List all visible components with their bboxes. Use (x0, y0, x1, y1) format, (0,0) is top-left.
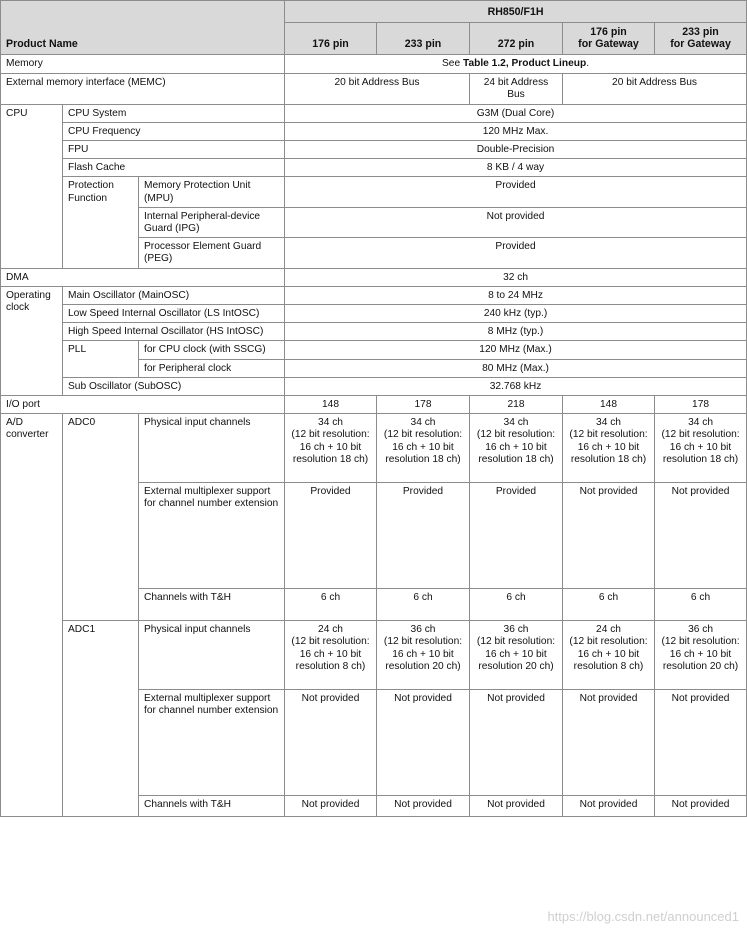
adc1-mux-label: External multiplexer support for channel number extension (139, 690, 285, 796)
row-label-clock: Operating clock (1, 286, 63, 395)
table-row (1, 414, 747, 483)
cpu-frequency-value: 120 MHz Max. (285, 122, 747, 140)
adc0-mux-value: Provided (285, 483, 377, 589)
protection-function-label: Protection Function (63, 177, 139, 268)
cpu-system-label: CPU System (63, 104, 285, 122)
table-row (1, 104, 747, 122)
table-row (1, 73, 747, 104)
pll-label: PLL (63, 341, 139, 377)
product-name-header: Product Name (1, 1, 285, 55)
table-row (1, 305, 747, 323)
table-row (1, 621, 747, 690)
adc0-phys-value: 34 ch (12 bit resolution: 16 ch + 10 bit resolution 18 ch) (285, 414, 377, 483)
table-row (1, 323, 747, 341)
pll-periph-value: 80 MHz (Max.) (285, 359, 747, 377)
adc1-th-value: Not provided (377, 796, 470, 817)
watermark: https://blog.csdn.net/announced1 (547, 909, 739, 924)
memc-value: 20 bit Address Bus (285, 73, 470, 104)
pll-periph-label: for Peripheral clock (139, 359, 285, 377)
pin-header: 176 pin for Gateway (563, 23, 655, 55)
table-row (1, 159, 747, 177)
fpu-label: FPU (63, 141, 285, 159)
table-reference-link: Table 1.2, Product Lineup (462, 58, 587, 70)
adc0-phys-value: 34 ch (12 bit resolution: 16 ch + 10 bit resolution 18 ch) (470, 414, 563, 483)
adc1-th-value: Not provided (285, 796, 377, 817)
table-row (1, 377, 747, 395)
row-label-memory: Memory (1, 55, 285, 73)
pin-header: 233 pin (377, 23, 470, 55)
peg-label: Processor Element Guard (PEG) (139, 238, 285, 268)
table-row (1, 122, 747, 140)
table-row (1, 286, 747, 304)
row-label-memc: External memory interface (MEMC) (1, 73, 285, 104)
mpu-label: Memory Protection Unit (MPU) (139, 177, 285, 207)
adc0-th-value: 6 ch (377, 589, 470, 621)
adc0-mux-value: Provided (377, 483, 470, 589)
pll-cpu-label: for CPU clock (with SSCG) (139, 341, 285, 359)
row-label-adc: A/D converter (1, 414, 63, 817)
adc0-phys-value: 34 ch (12 bit resolution: 16 ch + 10 bit resolution 18 ch) (655, 414, 747, 483)
adc1-mux-value: Not provided (470, 690, 563, 796)
ls-intosc-label: Low Speed Internal Oscillator (LS IntOSC) (63, 305, 285, 323)
adc1-phys-value: 24 ch (12 bit resolution: 16 ch + 10 bit resolution 8 ch) (285, 621, 377, 690)
sub-osc-value: 32.768 kHz (285, 377, 747, 395)
memory-value: See Table 1.2, Product Lineup. (285, 55, 747, 73)
memc-value: 20 bit Address Bus (563, 73, 747, 104)
table-row (1, 141, 747, 159)
sub-osc-label: Sub Oscillator (SubOSC) (63, 377, 285, 395)
row-label-io: I/O port (1, 396, 285, 414)
cpu-frequency-label: CPU Frequency (63, 122, 285, 140)
hs-intosc-value: 8 MHz (typ.) (285, 323, 747, 341)
adc1-phys-value: 36 ch (12 bit resolution: 16 ch + 10 bit resolution 20 ch) (470, 621, 563, 690)
adc0-mux-value: Not provided (563, 483, 655, 589)
adc0-th-value: 6 ch (655, 589, 747, 621)
row-label-cpu: CPU (1, 104, 63, 268)
table-row (1, 55, 747, 73)
ipg-value: Not provided (285, 207, 747, 237)
pll-cpu-value: 120 MHz (Max.) (285, 341, 747, 359)
io-value: 218 (470, 396, 563, 414)
row-label-dma: DMA (1, 268, 285, 286)
mpu-value: Provided (285, 177, 747, 207)
table-row (1, 396, 747, 414)
adc0-phys-value: 34 ch (12 bit resolution: 16 ch + 10 bit resolution 18 ch) (377, 414, 470, 483)
ls-intosc-value: 240 kHz (typ.) (285, 305, 747, 323)
adc1-mux-value: Not provided (377, 690, 470, 796)
adc0-th-value: 6 ch (470, 589, 563, 621)
adc0-mux-value: Not provided (655, 483, 747, 589)
group-header: RH850/F1H (285, 1, 747, 23)
dma-value: 32 ch (285, 268, 747, 286)
adc1-th-value: Not provided (563, 796, 655, 817)
io-value: 148 (285, 396, 377, 414)
pin-header: 176 pin (285, 23, 377, 55)
adc0-th-label: Channels with T&H (139, 589, 285, 621)
io-value: 178 (377, 396, 470, 414)
adc0-mux-value: Provided (470, 483, 563, 589)
adc0-label: ADC0 (63, 414, 139, 621)
adc1-phys-value: 24 ch (12 bit resolution: 16 ch + 10 bit resolution 8 ch) (563, 621, 655, 690)
adc1-mux-value: Not provided (563, 690, 655, 796)
adc0-th-value: 6 ch (285, 589, 377, 621)
peg-value: Provided (285, 238, 747, 268)
ipg-label: Internal Peripheral-device Guard (IPG) (139, 207, 285, 237)
memc-value: 24 bit Address Bus (470, 73, 563, 104)
flash-cache-value: 8 KB / 4 way (285, 159, 747, 177)
table-row (1, 341, 747, 359)
adc1-mux-value: Not provided (285, 690, 377, 796)
adc0-phys-label: Physical input channels (139, 414, 285, 483)
table-row (1, 177, 747, 207)
main-osc-label: Main Oscillator (MainOSC) (63, 286, 285, 304)
hs-intosc-label: High Speed Internal Oscillator (HS IntOSC) (63, 323, 285, 341)
table-row (1, 268, 747, 286)
adc1-mux-value: Not provided (655, 690, 747, 796)
adc0-phys-value: 34 ch (12 bit resolution: 16 ch + 10 bit resolution 18 ch) (563, 414, 655, 483)
adc0-th-value: 6 ch (563, 589, 655, 621)
adc1-th-label: Channels with T&H (139, 796, 285, 817)
adc1-th-value: Not provided (655, 796, 747, 817)
io-value: 178 (655, 396, 747, 414)
pin-header: 272 pin (470, 23, 563, 55)
io-value: 148 (563, 396, 655, 414)
main-osc-value: 8 to 24 MHz (285, 286, 747, 304)
adc0-mux-label: External multiplexer support for channel number extension (139, 483, 285, 589)
pin-header: 233 pin for Gateway (655, 23, 747, 55)
adc1-phys-value: 36 ch (12 bit resolution: 16 ch + 10 bit resolution 20 ch) (377, 621, 470, 690)
adc1-th-value: Not provided (470, 796, 563, 817)
adc1-phys-label: Physical input channels (139, 621, 285, 690)
adc1-label: ADC1 (63, 621, 139, 817)
cpu-system-value: G3M (Dual Core) (285, 104, 747, 122)
flash-cache-label: Flash Cache (63, 159, 285, 177)
fpu-value: Double-Precision (285, 141, 747, 159)
adc1-phys-value: 36 ch (12 bit resolution: 16 ch + 10 bit resolution 20 ch) (655, 621, 747, 690)
